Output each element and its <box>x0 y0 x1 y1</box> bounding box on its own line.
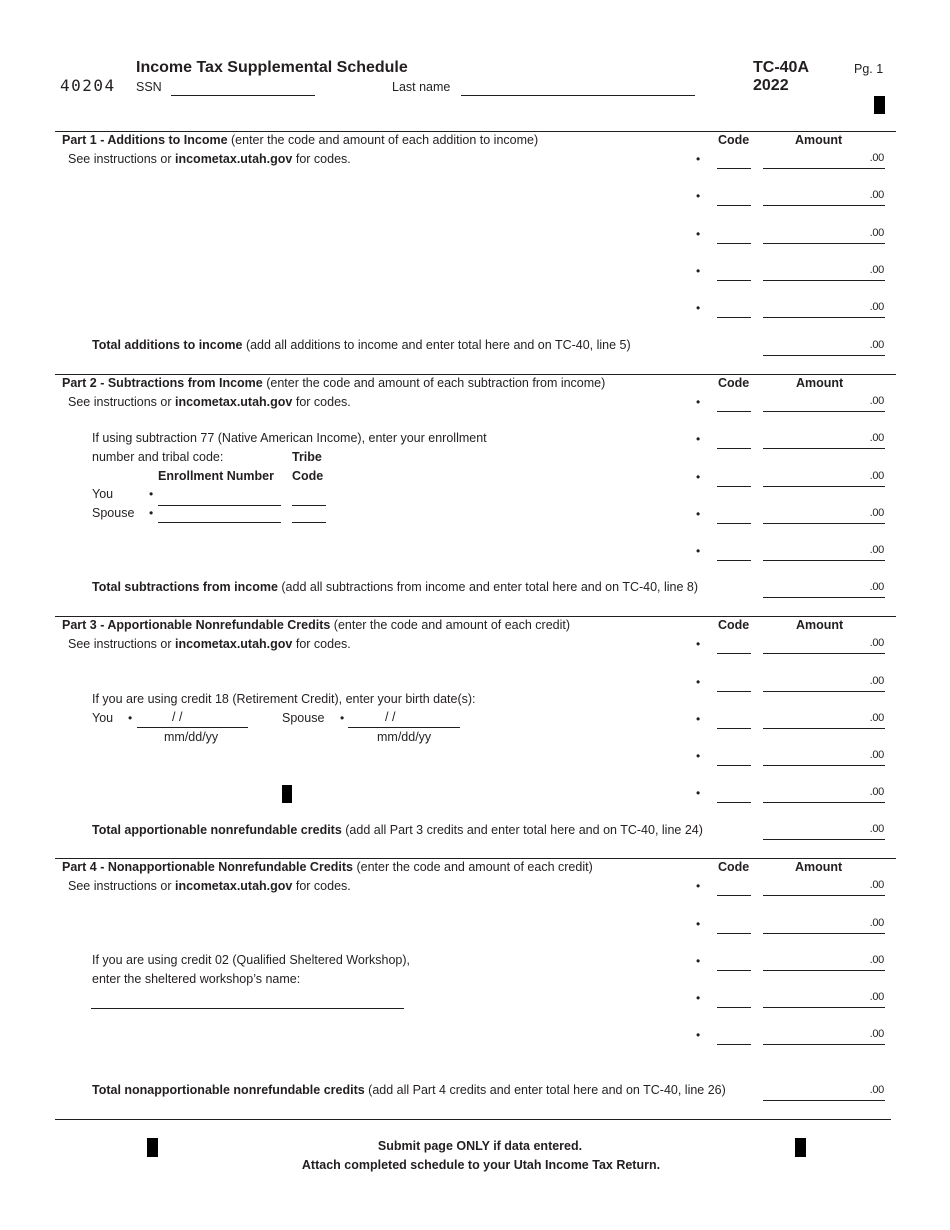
code-input[interactable] <box>717 691 751 692</box>
amount-input[interactable] <box>763 523 885 524</box>
part3-total-label: Total apportionable nonrefundable credits (add all Part 3 credits and enter total here and on TC-40, line 24) <box>92 823 703 837</box>
amount-input[interactable] <box>763 205 885 206</box>
cents-label: .00 <box>869 786 884 798</box>
birth-you-label: You <box>92 711 114 725</box>
cents-label: .00 <box>869 470 884 482</box>
cents-label: .00 <box>869 189 884 201</box>
bullet: • <box>696 786 701 800</box>
amount-input[interactable] <box>763 653 885 654</box>
amount-input[interactable] <box>763 970 885 971</box>
bullet: • <box>696 507 701 521</box>
part1-code-header: Code <box>718 133 750 147</box>
part4-amount-header: Amount <box>795 860 843 874</box>
amount-input[interactable] <box>763 933 885 934</box>
bullet: • <box>696 432 701 446</box>
amount-input[interactable] <box>763 802 885 803</box>
date-slashes: / / <box>172 710 183 724</box>
cents-label: .00 <box>869 507 884 519</box>
date-format-label: mm/dd/yy <box>164 730 219 744</box>
code-input[interactable] <box>717 970 751 971</box>
part1-total-label: Total additions to income (add all additions to income and enter total here and on TC-40, line 5) <box>92 338 631 352</box>
bullet: • <box>696 470 701 484</box>
date-format-label: mm/dd/yy <box>377 730 432 744</box>
enrollment-number-label: Enrollment Number <box>158 469 274 483</box>
part1-total-input[interactable] <box>763 355 885 356</box>
code-input[interactable] <box>717 933 751 934</box>
cents-label: .00 <box>869 917 884 929</box>
amount-input[interactable] <box>763 280 885 281</box>
bullet: • <box>149 506 154 520</box>
cents-label: .00 <box>869 879 884 891</box>
amount-input[interactable] <box>763 765 885 766</box>
cents-label: .00 <box>869 749 884 761</box>
bullet: • <box>149 487 154 501</box>
amount-input[interactable] <box>763 168 885 169</box>
cents-label: .00 <box>869 712 884 724</box>
amount-input[interactable] <box>763 895 885 896</box>
part1-amount-header: Amount <box>795 133 843 147</box>
form-id: 40204 <box>60 76 116 95</box>
cents-label: .00 <box>869 637 884 649</box>
code-input[interactable] <box>717 523 751 524</box>
registration-mark <box>282 785 292 803</box>
amount-input[interactable] <box>763 728 885 729</box>
amount-input[interactable] <box>763 1044 885 1045</box>
part4-total-label: Total nonapportionable nonrefundable credits (add all Part 4 credits and enter total here and on TC-40, line 26) <box>92 1083 726 1097</box>
code-input[interactable] <box>717 411 751 412</box>
part4-total-input[interactable] <box>763 1100 885 1101</box>
cents-label: .00 <box>869 544 884 556</box>
birth-spouse-label: Spouse <box>282 711 325 725</box>
code-input[interactable] <box>717 168 751 169</box>
part2-instructions: See instructions or incometax.utah.gov for codes. <box>68 395 351 409</box>
instructions-link[interactable]: incometax.utah.gov <box>175 637 293 651</box>
spouse-birth-date-input[interactable] <box>348 727 460 728</box>
cents-label: .00 <box>869 301 884 313</box>
part1-heading <box>62 133 538 147</box>
tribe-code-label: Code <box>292 469 324 483</box>
bullet: • <box>696 991 701 1005</box>
part1-divider <box>55 131 896 132</box>
footer-divider <box>55 1119 891 1120</box>
form-year: 2022 <box>753 77 789 94</box>
bullet: • <box>696 954 701 968</box>
bullet: • <box>696 637 701 651</box>
registration-mark <box>874 96 885 114</box>
part2-divider <box>55 374 896 375</box>
lastname-label: Last name <box>392 80 451 94</box>
bullet: • <box>696 301 701 315</box>
part3-code-header: Code <box>718 618 750 632</box>
you-enrollment-input[interactable] <box>158 505 281 506</box>
ssn-input[interactable] <box>171 95 315 96</box>
part2-note-line2: number and tribal code: <box>92 450 224 464</box>
workshop-name-input[interactable] <box>91 1008 404 1009</box>
code-input[interactable] <box>717 317 751 318</box>
code-input[interactable] <box>717 802 751 803</box>
code-input[interactable] <box>717 765 751 766</box>
part3-heading: Part 3 - Apportionable Nonrefundable Credits (enter the code and amount of each credit) <box>62 618 571 632</box>
code-input[interactable] <box>717 560 751 561</box>
cents-label: .00 <box>869 264 884 276</box>
bullet: • <box>696 544 701 558</box>
date-slashes: / / <box>385 710 396 724</box>
bullet: • <box>696 189 701 203</box>
spouse-tribe-code-input[interactable] <box>292 522 326 523</box>
part1-desc: (enter the code and amount of each addition to income) <box>227 133 539 147</box>
part2-heading: Part 2 - Subtractions from Income (enter the code and amount of each subtraction from income) <box>62 376 606 390</box>
instructions-link[interactable]: incometax.utah.gov <box>175 395 293 409</box>
amount-input[interactable] <box>763 486 885 487</box>
lastname-input[interactable] <box>461 95 695 96</box>
cents-label: .00 <box>869 675 884 687</box>
code-input[interactable] <box>717 486 751 487</box>
bullet: • <box>696 879 701 893</box>
cents-label: .00 <box>869 1028 884 1040</box>
spouse-enrollment-input[interactable] <box>158 522 281 523</box>
cents-label: .00 <box>869 227 884 239</box>
code-input[interactable] <box>717 895 751 896</box>
part3-amount-header: Amount <box>796 618 844 632</box>
tribe-label: Tribe <box>292 450 322 464</box>
page-title: Income Tax Supplemental Schedule <box>136 59 408 76</box>
bullet: • <box>696 675 701 689</box>
amount-input[interactable] <box>763 1007 885 1008</box>
code-input[interactable] <box>717 448 751 449</box>
amount-input[interactable] <box>763 411 885 412</box>
amount-input[interactable] <box>763 560 885 561</box>
you-tribe-code-input[interactable] <box>292 505 326 506</box>
cents-label: .00 <box>869 954 884 966</box>
bullet: • <box>340 711 345 725</box>
code-input[interactable] <box>717 1044 751 1045</box>
bullet: • <box>696 917 701 931</box>
code-input[interactable] <box>717 280 751 281</box>
part3-instructions: See instructions or incometax.utah.gov for codes. <box>68 637 351 651</box>
amount-input[interactable] <box>763 448 885 449</box>
part4-code-header: Code <box>718 860 750 874</box>
amount-input[interactable] <box>763 243 885 244</box>
bullet: • <box>696 152 701 166</box>
spouse-label: Spouse <box>92 506 135 520</box>
part2-total-label: Total subtractions from income (add all subtractions from income and enter total here and on TC-40, line 8) <box>92 580 699 594</box>
part3-note: If you are using credit 18 (Retirement Credit), enter your birth date(s): <box>92 692 476 706</box>
part2-code-header: Code <box>718 376 750 390</box>
amount-input[interactable] <box>763 317 885 318</box>
page-number: Pg. 1 <box>854 62 884 76</box>
bullet: • <box>696 712 701 726</box>
part4-instructions: See instructions or incometax.utah.gov for codes. <box>68 879 351 893</box>
cents-label: .00 <box>869 432 884 444</box>
cents-label: .00 <box>869 395 884 407</box>
cents-label: .00 <box>869 339 884 351</box>
footer-line1: Submit page ONLY if data entered. <box>377 1139 583 1153</box>
code-input[interactable] <box>717 728 751 729</box>
instructions-link[interactable]: incometax.utah.gov <box>175 879 293 893</box>
cents-label: .00 <box>869 152 884 164</box>
part3-total-input[interactable] <box>763 839 885 840</box>
footer-line2: Attach completed schedule to your Utah Income Tax Return. <box>301 1158 661 1172</box>
part2-total-input[interactable] <box>763 597 885 598</box>
code-input[interactable] <box>717 205 751 206</box>
part4-note-line1: If you are using credit 02 (Qualified Sheltered Workshop), <box>92 953 410 967</box>
part2-amount-header: Amount <box>796 376 844 390</box>
part4-divider <box>55 858 896 859</box>
ssn-label: SSN <box>136 80 162 94</box>
you-birth-date-input[interactable] <box>137 727 248 728</box>
code-input[interactable] <box>717 1007 751 1008</box>
cents-label: .00 <box>869 581 884 593</box>
instructions-link[interactable]: incometax.utah.gov <box>175 152 293 166</box>
bullet: • <box>696 395 701 409</box>
part4-heading: Part 4 - Nonapportionable Nonrefundable Credits (enter the code and amount of each credit) <box>62 860 593 874</box>
bullet: • <box>696 264 701 278</box>
part1-instructions: See instructions or incometax.utah.gov for codes. <box>68 152 351 166</box>
bullet: • <box>696 1028 701 1042</box>
cents-label: .00 <box>869 823 884 835</box>
form-number: TC-40A <box>753 59 810 76</box>
code-input[interactable] <box>717 243 751 244</box>
bullet: • <box>696 749 701 763</box>
you-label: You <box>92 487 114 501</box>
part3-divider <box>55 616 896 617</box>
part1-title: Part 1 - Additions to Income <box>62 133 228 147</box>
part4-note-line2: enter the sheltered workshop’s name: <box>92 972 301 986</box>
bullet: • <box>128 711 133 725</box>
code-input[interactable] <box>717 653 751 654</box>
cents-label: .00 <box>869 991 884 1003</box>
part2-note-line1: If using subtraction 77 (Native American Income), enter your enrollment <box>92 431 487 445</box>
bullet: • <box>696 227 701 241</box>
cents-label: .00 <box>869 1084 884 1096</box>
amount-input[interactable] <box>763 691 885 692</box>
